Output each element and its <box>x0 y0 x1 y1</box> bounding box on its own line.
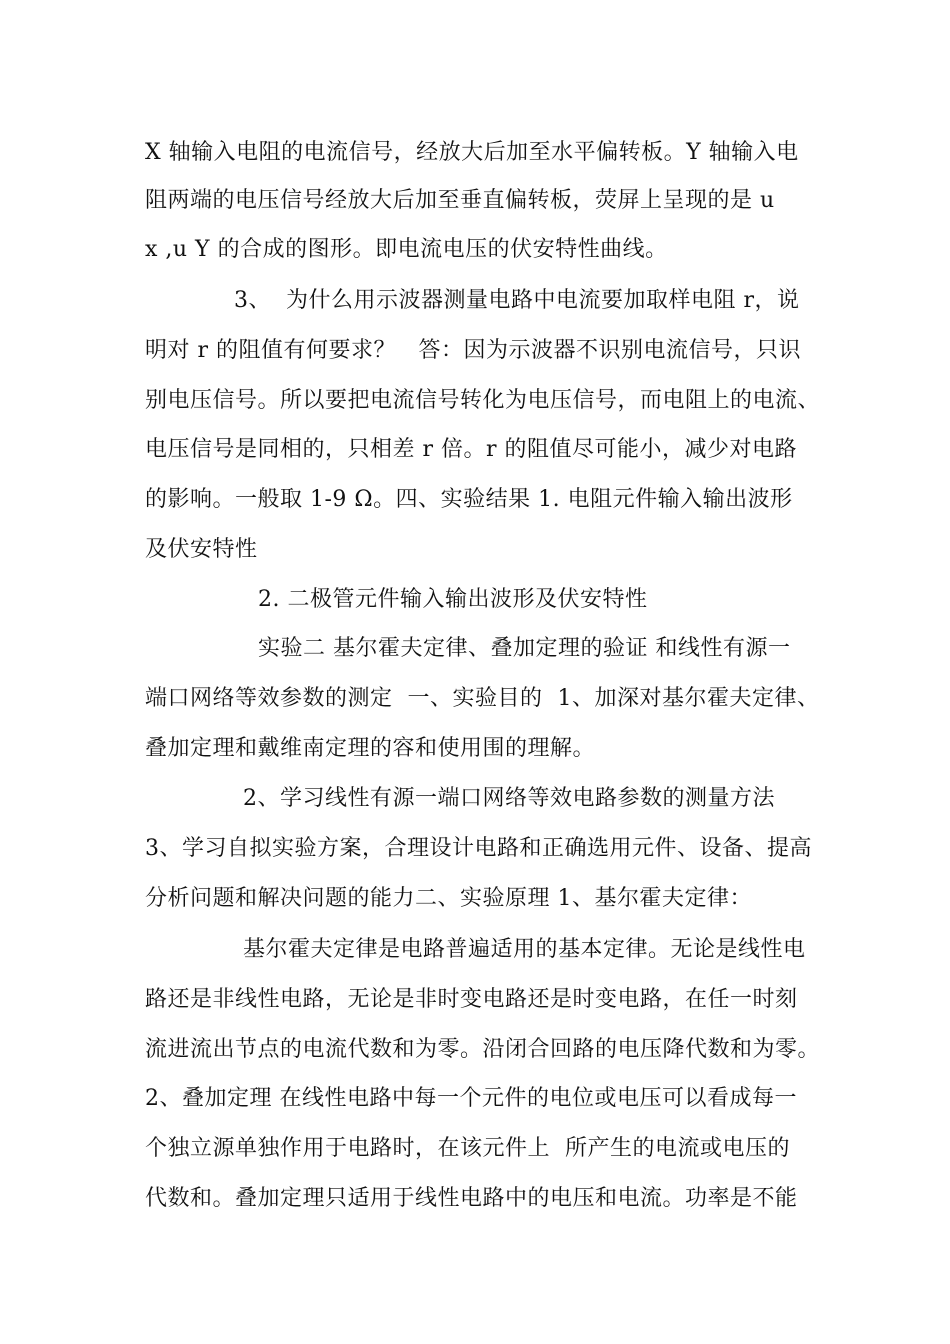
text-line: 别电压信号。所以要把电流信号转化为电压信号，而电阻上的电流、 <box>145 388 821 413</box>
text-line: 阻两端的电压信号经放大后加至垂直偏转板，荧屏上呈现的是 u <box>145 188 775 213</box>
text-line: 明对 r 的阻值有何要求？ 答：因为示波器不识别电流信号，只识 <box>145 338 801 363</box>
text-line: x ,u Y 的合成的图形。即电流电压的伏安特性曲线。 <box>145 237 668 262</box>
text-line: 3、学习自拟实验方案，合理设计电路和正确选用元件、设备、提高 <box>145 836 812 861</box>
text-line: 分析问题和解决问题的能力二、实验原理 1、基尔霍夫定律： <box>145 886 752 911</box>
text-line: 代数和。叠加定理只适用于线性电路中的电压和电流。功率是不能 <box>145 1186 798 1211</box>
text-line: 路还是非线性电路，无论是非时变电路还是时变电路，在任一时刻 <box>145 987 798 1012</box>
text-line: 端口网络等效参数的测定 一、实验目的 1、加深对基尔霍夫定律、 <box>145 686 820 711</box>
text-line: 叠加定理和戴维南定理的容和使用围的理解。 <box>145 736 596 761</box>
text-line: 个独立源单独作用于电路时，在该元件上 所产生的电流或电压的 <box>145 1136 790 1161</box>
text-line: 及伏安特性 <box>145 537 258 562</box>
text-line: 的影响。一般取 1-9 Ω。四、实验结果 1. 电阻元件输入输出波形 <box>145 487 793 512</box>
text-line: 基尔霍夫定律是电路普遍适用的基本定律。无论是线性电 <box>243 937 806 962</box>
text-line: 2、叠加定理 在线性电路中每一个元件的电位或电压可以看成每一 <box>145 1086 797 1111</box>
text-line: 实验二 基尔霍夫定律、叠加定理的验证 和线性有源一 <box>258 636 791 661</box>
text-line: 电压信号是同相的，只相差 r 倍。r 的阻值尽可能小，减少对电路 <box>145 437 798 462</box>
text-line: 2. 二极管元件输入输出波形及伏安特性 <box>258 587 648 612</box>
text-line: X 轴输入电阻的电流信号，经放大后加至水平偏转板。Y 轴输入电 <box>145 140 799 165</box>
text-line: 3、 为什么用示波器测量电路中电流要加取样电阻 r，说 <box>234 288 800 313</box>
text-line: 2、学习线性有源一端口网络等效电路参数的测量方法 <box>243 786 775 811</box>
text-line: 流进流出节点的电流代数和为零。沿闭合回路的电压降代数和为零。 <box>145 1037 821 1062</box>
